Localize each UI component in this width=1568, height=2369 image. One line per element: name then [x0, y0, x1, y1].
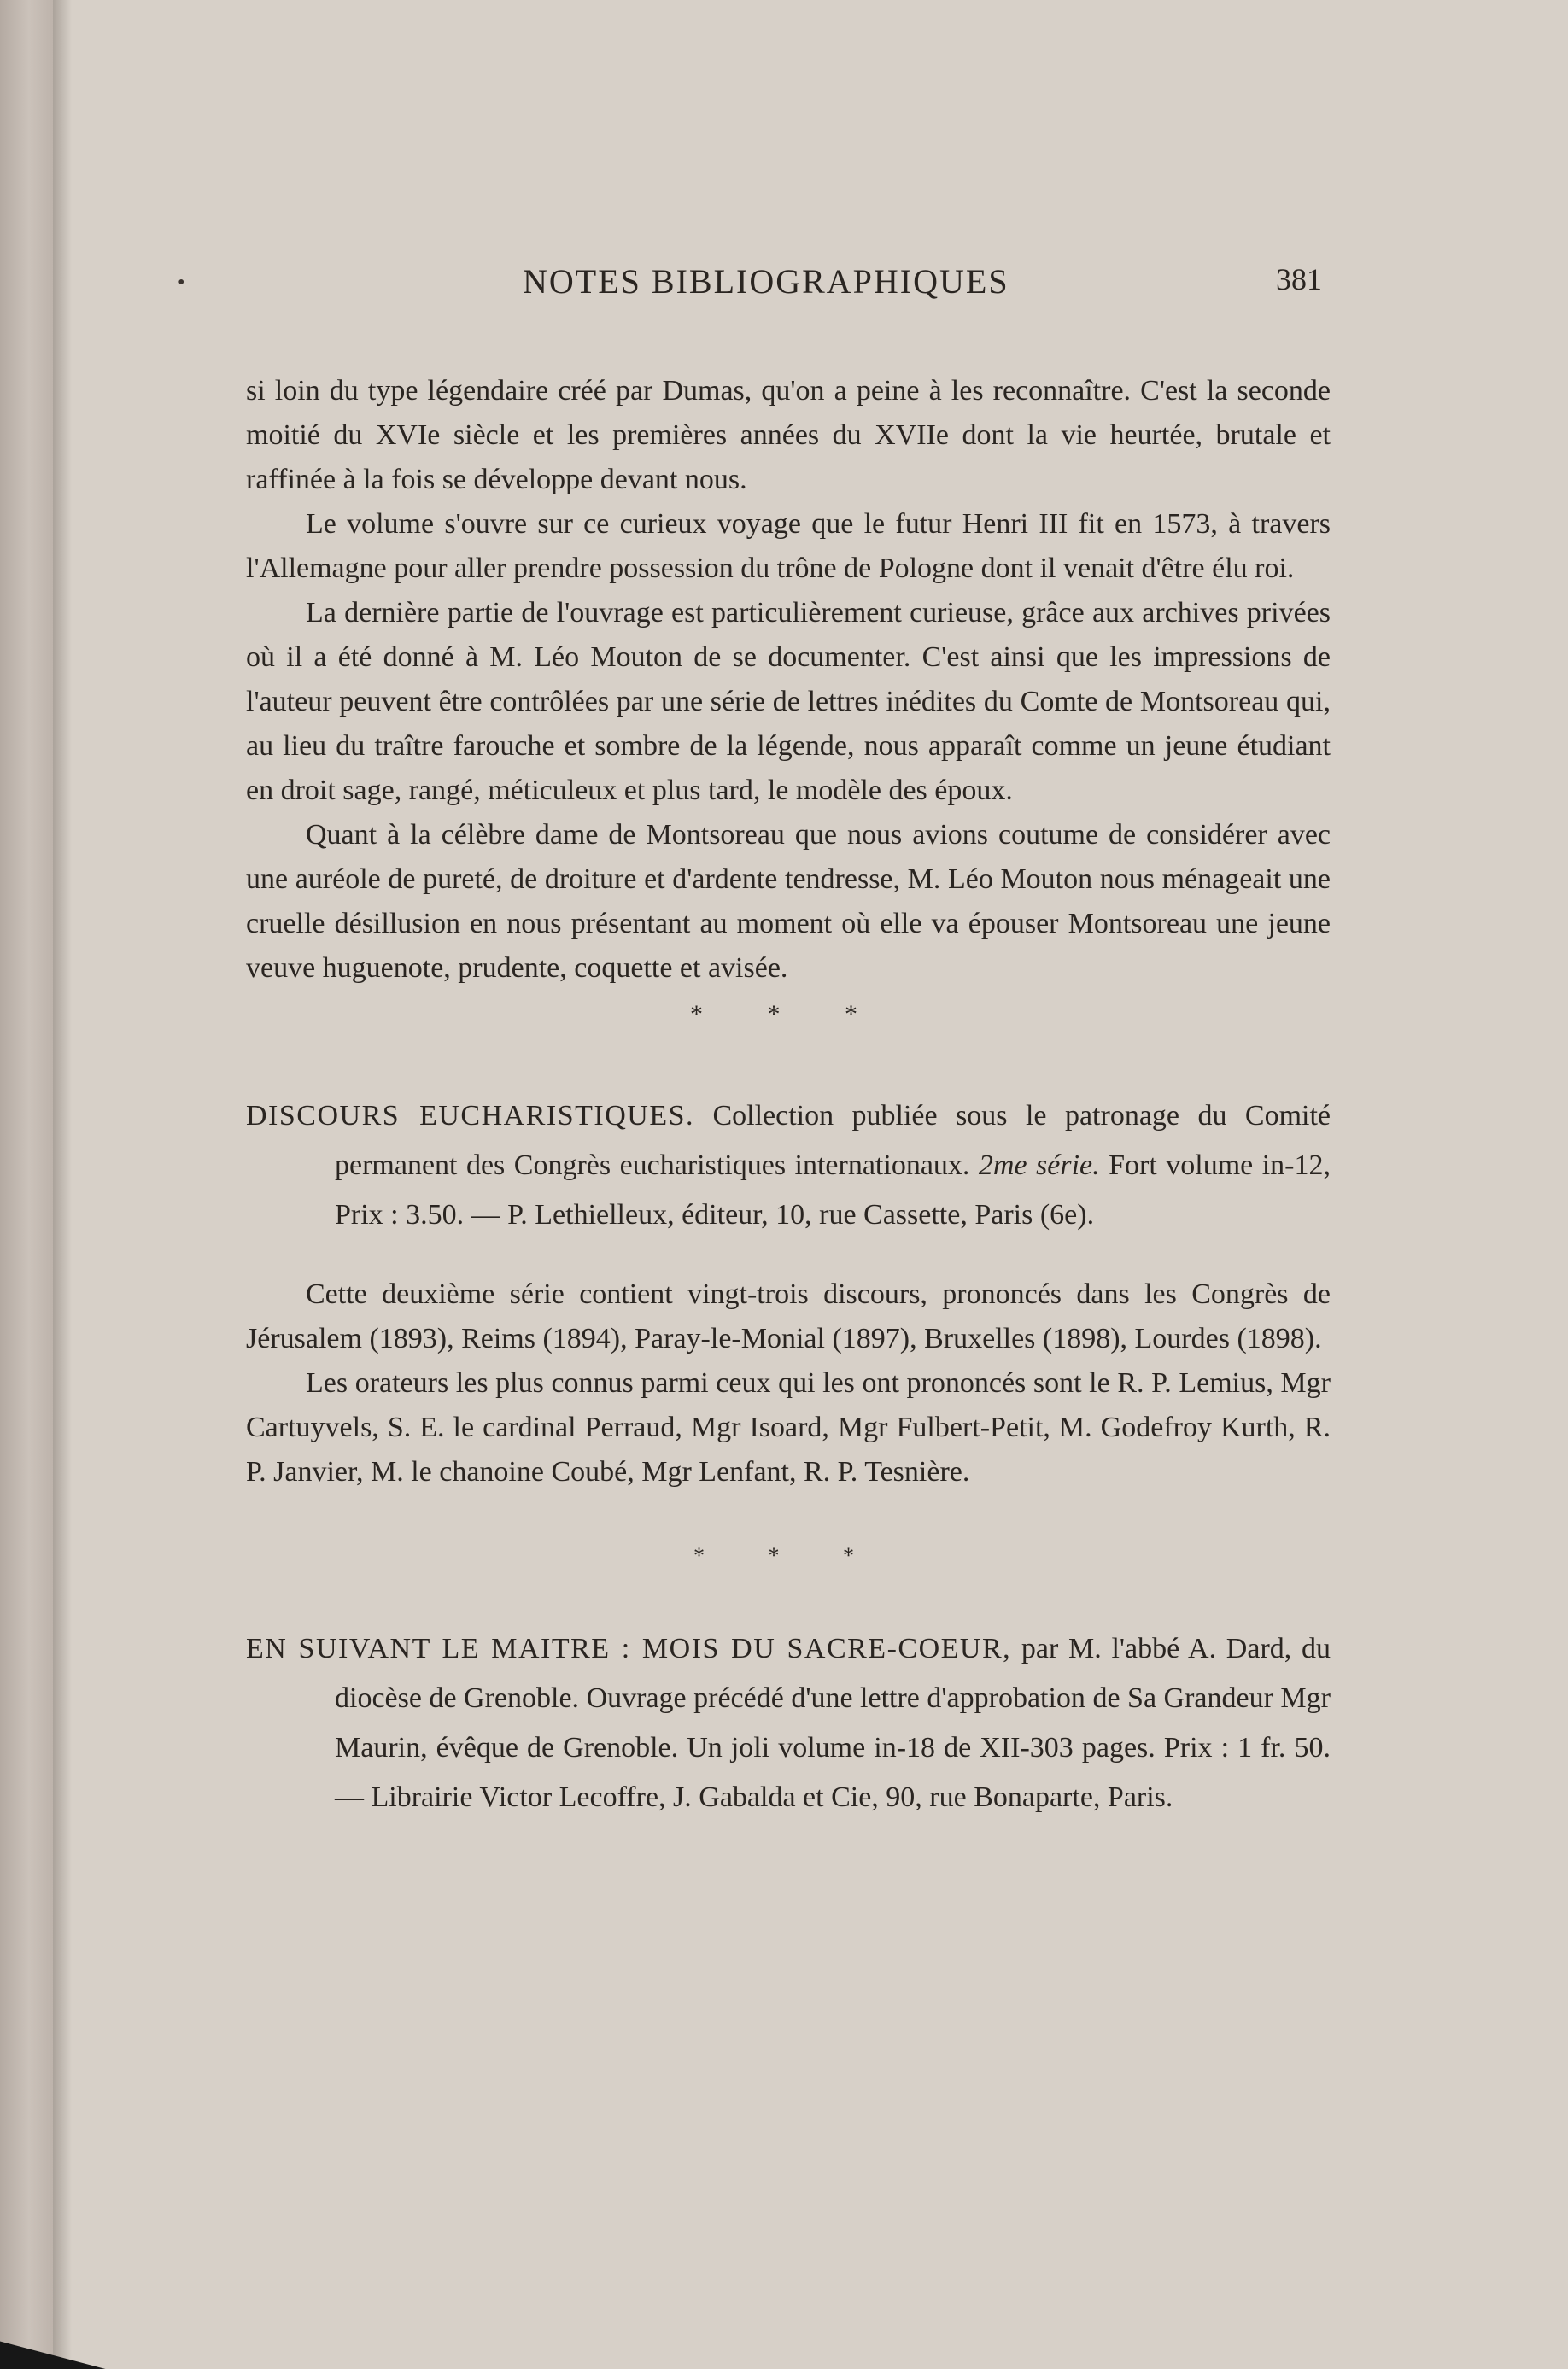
bibliographic-entry [246, 1624, 1331, 1822]
page-body [246, 369, 1331, 1822]
bibliographic-entry [246, 1091, 1331, 1240]
entry-title: DISCOURS EUCHARISTIQUES. [246, 1100, 694, 1132]
entry-publication-info: Fort volume in-12, Prix : 3.50. — P. Lethielleux, éditeur, 10, rue Cassette, Paris (6e). [335, 1149, 1331, 1231]
page-number: 381 [1276, 262, 1322, 296]
entry-title: EN SUIVANT LE MAITRE : MOIS DU SACRE-COEUR, [246, 1633, 1012, 1664]
section-separator: * * * [693, 1543, 883, 1568]
running-head: NOTES BIBLIOGRAPHIQUES [523, 262, 1009, 301]
entry-description-text: Collection publiée sous le patronage du Comité permanent des Congrès eucharistiques internationaux. [335, 1100, 1331, 1181]
review-paragraph: si loin du type légendaire créé par Dumas, qu'on a peine à les reconnaître. C'est la seconde moitié du XVIe siècle et les premières années du XVIIe dont la vie heurtée, brutale et raffinée à la fois se développe devant nous. [246, 375, 1331, 495]
entry-paragraph: Cette deuxième série contient vingt-trois discours, prononcés dans les Congrès de Jérusalem (1893), Reims (1894), Paray-le-Monial (1897), Bruxelles (1898), Lourdes (1898). [246, 1278, 1331, 1354]
review-paragraph: Quant à la célèbre dame de Montsoreau que nous avions coutume de considérer avec une auréole de pureté, de droiture et d'ardente tendresse, M. Léo Mouton nous ménageait une cruelle désillusion en nous présentant au moment où elle va épouser Montsoreau une jeune veuve huguenote, prudente, coquette et avisée. [246, 819, 1331, 984]
review-paragraph: Le volume s'ouvre sur ce curieux voyage que le futur Henri III fit en 1573, à travers l'Allemagne pour aller prendre possession du trône de Pologne dont il venait d'être élu roi. [246, 508, 1331, 584]
entry-paragraph: Les orateurs les plus connus parmi ceux qui les ont prononcés sont le R. P. Lemius, Mgr Cartuyvels, S. E. le cardinal Perraud, Mgr Isoard, Mgr Fulbert-Petit, M. Godefroy Kurth, R. P. Janvier, M. le chanoine Coubé, Mgr Lenfant, R. P. Tesnière. [246, 1367, 1331, 1488]
entry-series: 2me série. [978, 1149, 1100, 1181]
margin-mark: • [178, 272, 185, 294]
section-separator: * * * [690, 1000, 886, 1028]
entry-description: par M. l'abbé A. Dard, du diocèse de Grenoble. Ouvrage précédé d'une lettre d'approbation de Sa Grandeur Mgr Maurin, évêque de Grenoble. Un joli volume in-18 de XII-303 pages. Prix : 1 fr. 50. — Librairie Victor Lecoffre, J. Gabalda et Cie, 90, rue Bonaparte, Paris. [335, 1633, 1331, 1813]
review-paragraph: La dernière partie de l'ouvrage est particulièrement curieuse, grâce aux archives privées où il a été donné à M. Léo Mouton de se documenter. C'est ainsi que les impressions de l'auteur peuvent être contrôlées par une série de lettres inédites du Comte de Montsoreau qui, au lieu du traître farouche et sombre de la légende, nous apparaît comme un jeune étudiant en droit sage, rangé, méticuleux et plus tard, le modèle des époux. [246, 597, 1331, 806]
